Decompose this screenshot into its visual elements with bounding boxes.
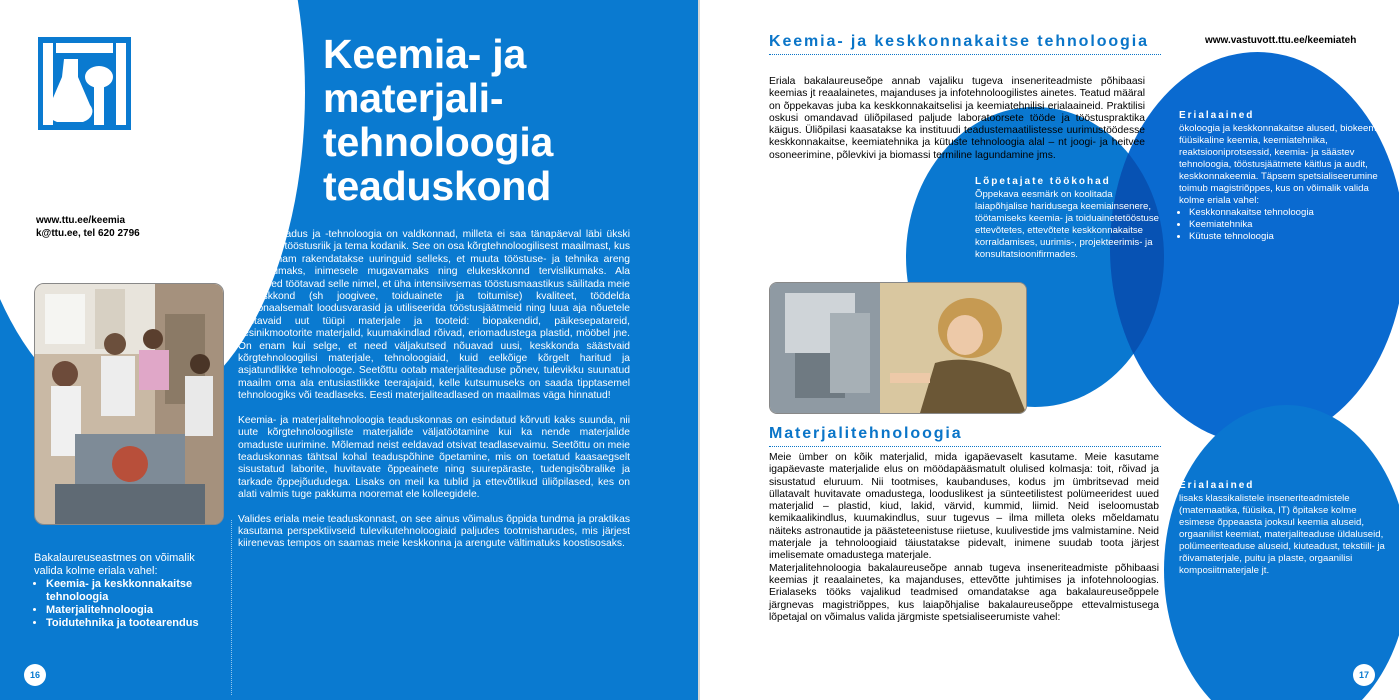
graduates-heading: Lõpetajate töökohad	[975, 176, 1111, 187]
contact-web: www.ttu.ee/keemia	[36, 215, 126, 226]
graduates-body: Õppekava eesmärk on koolitada laiapõhjalise haridusega keemiainsenere, töötamiseks keemia- ja toiduainetetööstuse ettevõtetes, ettevõtete keskkonnakaitse korraldamises, uurimis-, projekteerimis- ja konsultatsioonifirmades.	[975, 189, 1159, 260]
lab-photo-left	[34, 283, 224, 525]
materials-body	[769, 452, 1159, 624]
faculty-body	[238, 229, 630, 563]
body-paragraph: Materjaliteadus ja -tehnoloogia on valdkonnad, milleta ei saa tänapäeval läbi ükski arenenud tööstusriik ja tema kodanik. See on osa kõrgtehnoloogilisest maailmast, kus järjest enam rakendatakse uuringuid selleks, et muuta tööstuse- ja tehnika areng säästlikumaks, inimesele mugavamaks ning elukeskkonnd tervislikumaks. Ala teadlased töötavad selle nimel, et üha intensiivsemas tööstusmaastikus säilitada meie elukeskkond (sh joogivee, toiduainete ja toitumise) kvaliteet, töödelda ratsionaalsemalt loodusvarasid ja utiliseerida tööstusjäätmeid ning luua aja nõuetele vastavaid uut tüüpi materjale ja tooteid: biopakendid, päikesepatareid, vesinikmootorite materjalid, kuumakindlad rõivad, eriomadustega plastid, mööbel jne. On enam kui selge, et need väljakutsed nõuavad uusi, keskkonda säästvaid kõrgtehnoloogilisi materjale, tehnoloogiaid, kuid eelkõige kõrgelt haritud ja asjatundlikke tehnolooge. Seetõttu ootab materjaliteaduse põnev, tulevikku suunatud maailm oma ala entusiastlikke teerajajaid, kelle kutsumuseks on saada tipptasemel tehnoloogiks või teadlaseks. Eesti materjaliteadlased on maailmas väga hinnatud!	[238, 229, 630, 402]
subjects-box-materials	[1179, 480, 1385, 577]
subjects-body: ökoloogia ja keskkonnakaitse alused, biokeemia, füüsikaline keemia, keemiatehnika, reaktsiooniprotsessid, keemia- ja säästev tehnoloogia, tööstusjäätmete käitlus ja audit, keskkonnakeemia. Täpsem spetsialiseerumine toimub magistriõppes, kus on võimalik valida kolme eriala vahel:	[1179, 123, 1387, 206]
contact-mail-phone: k@ttu.ee, tel 620 2796	[36, 228, 140, 239]
subjects-item: • Keemiatehnika	[1189, 219, 1391, 231]
faculty-title: Keemia- ja materjali-tehnoloogia teaduskond	[323, 31, 554, 209]
lab-photo-right	[769, 282, 1027, 414]
bachelor-list	[34, 578, 226, 630]
body-paragraph: Meie ümber on kõik materjalid, mida igapäevaselt kasutame. Meie kasutame igapäevaste materjalide elus on möödapääsmatult olulised kolmasja: toit, rõivad ja sisustatud eluruum. Nii tootmises, kaubanduses, kodus jm ümbritsevad meid üllatavalt huvitavate omadustega, looduslikest ja sünteetilistest polümeeridest uued materjalid – plastid, kiud, lakid, värvid, kummid, liimid. Neid iseloomustab kemikaalikindlus, kuumakindlus, suur tugevus – ilma milleta oleks mõeldamatu näiteks astronautide ja päästeteenistuse riietuse, kuulivestide jms valmistamine. Neid materjale ja tehnoloogiaid täiustatakse pidevalt, inimene suudab toota järjest imelisemate omadustega materjale.	[769, 452, 1159, 562]
bachelor-item: • Keemia- ja keskkonnakaitse tehnoloogia	[46, 578, 226, 604]
graduates-box	[975, 176, 1163, 261]
admission-url: www.vastuvott.ttu.ee/keemiateh	[1205, 35, 1357, 46]
chemistry-body: Eriala bakalaureuseõpe annab vajaliku tugeva inseneriteadmiste põhibaasi keemias jt reaalainetes, majanduses ja infotehnoloogilistes ainetes. Teatud määral on õppekavas juba ka keskkonnakaitselisi ja keemiatehnilisi erialaaineid. Praktilisi oskusi omandavad üliõpilased paljude laboratoorsete tööde ja tööstuspraktika käigus. Üliõpilasi kaasatakse ka instituudi teadustemaatilistesse uurimustöödesse keskkonnakaitse, keemiatehnika ja kütuste tehnoloogia alal – nt joogi- ja heitvee osoneerimine, põlevkivi ja biomassi termiline lagundamine jms.	[769, 76, 1145, 161]
bachelor-box	[34, 552, 226, 630]
subjects-heading: Erialaained	[1179, 110, 1255, 121]
section-heading-materials: Materjalitehnoloogia	[769, 425, 963, 442]
subjects-item: • Keskkonnakaitse tehnoloogia	[1189, 207, 1391, 219]
body-paragraph: Valides eriala meie teaduskonnast, on see ainus võimalus õppida tundma ja praktikas kasutama perspektiivseid tulevikutehnoloogiaid paljudes tootmisharudes, mis järjest kiirenevas tempos on saamas meie keskkonna ja arengute vältimatuks koostisosaks.	[238, 513, 630, 550]
right-page	[700, 0, 1399, 700]
body-paragraph: Keemia- ja materjalitehnoloogia teaduskonnas on esindatud kõrvuti kaks suunda, nii uute kõrgtehnoloogiliste materjalide väljatöötamine kui ka nende materjalide omaduste uurimine. Mõlemad neist eeldavad otsivat teadlasevaimu. Seetõttu on meie teaduskonnas tähtsal kohal teaduspõhine õpetamine, mis on toetatud kaasaegselt sisustatud laborite, huvitavate õppeainete ning suurepäraste, tudengisõbralike ja tarkade õppejõududega. Lisaks on meil ka tublid ja ettevõtlikud üliõpilased, kes on alati valmis tuge pakkuma nooremat ele kolleegidele.	[238, 414, 630, 501]
section-heading-chemistry: Keemia- ja keskkonnakaitse tehnoloogia	[769, 33, 1149, 50]
subjects-list	[1179, 207, 1391, 243]
left-page	[0, 0, 698, 700]
heading-underline	[769, 54, 1161, 55]
bachelor-item: • Materjalitehnoloogia	[46, 604, 226, 617]
column-divider	[231, 520, 232, 695]
flask-logo-icon	[38, 37, 131, 130]
page-number-right: 17	[1353, 664, 1375, 686]
page-number-left: 16	[24, 664, 46, 686]
contact-info	[36, 214, 140, 240]
subjects-body: lisaks klassikalistele inseneriteadmistele (matemaatika, füüsika, IT) õpitakse kolme esimese õppeaasta jooksul keemia aluseid, orgaanilist keemiat, materjaliteaduse üldaluseid, polümeeriteaduse aluseid, kiuteadust, tekstiili- ja rõivamaterjale, puitu ja plaste, orgaanilisi komposiitmaterjale jt.	[1179, 493, 1385, 576]
bachelor-item: • Toidutehnika ja tootearendus	[46, 617, 226, 630]
subjects-item: • Kütuste tehnoloogia	[1189, 231, 1391, 243]
bachelor-intro: Bakalaureuseastmes on võimalik valida kolme eriala vahel:	[34, 552, 195, 577]
heading-underline	[769, 446, 1161, 447]
subjects-heading: Erialaained	[1179, 480, 1255, 491]
faculty-logo	[38, 37, 131, 130]
subjects-box-chemistry	[1179, 110, 1391, 243]
body-paragraph: Materjalitehnoloogia bakalaureuseõpe annab tugeva inseneriteadmiste põhibaasi keemias jt reaalainetes, ka majanduses, ettevõtte juhtimises ja infotehnoloogias. Erialaseks tööks vajalikud teadmised omandatakse aga bakalaureuseõppele järgnevas magistriõppes, kus laiapõhjalise bakalaureuseõppe ettevalmistusega lõpetajal on võimalus valida järgmiste spetsialiseerumiste vahel:	[769, 562, 1159, 623]
